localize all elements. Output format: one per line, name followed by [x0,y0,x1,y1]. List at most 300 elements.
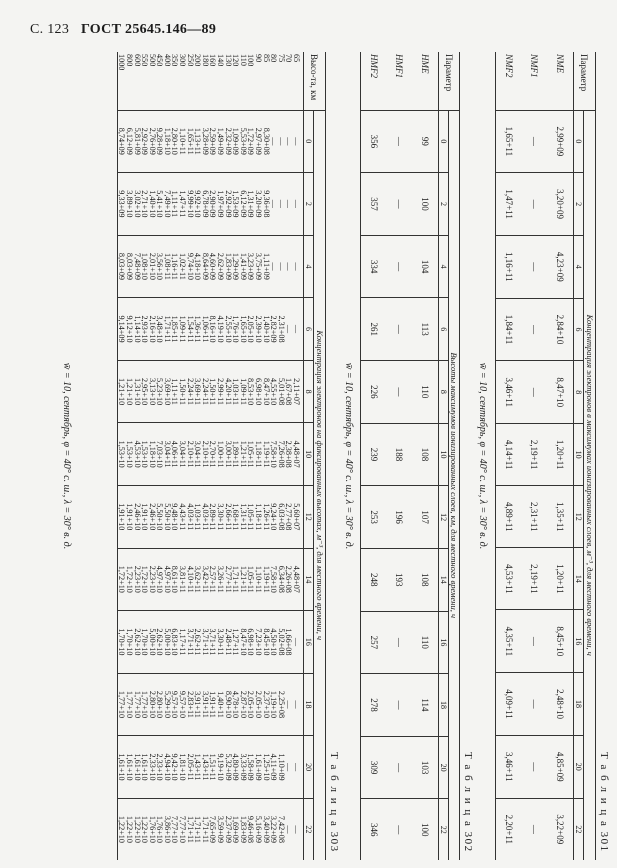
cell: 104 [413,235,439,298]
cell: 2,97+09 [254,127,264,155]
cell: 9,28+09 [155,127,165,155]
cell: 9,36+08 [261,190,271,218]
cell: 2,46+10 [132,503,142,531]
cell: 6,12+09 [238,190,248,218]
cell: 1,43+11 [200,753,210,781]
value-column [117,611,303,674]
rotated-content [60,52,612,860]
height-value: 110 [238,54,248,66]
cell: 1,26+11 [261,503,271,531]
table-row [361,52,387,860]
cell: 1,61+09 [254,753,264,781]
cell: 1,08+10 [140,252,150,281]
height-value: 85 [261,54,271,63]
cell: 5,50+10 [155,503,165,531]
cell: 1,19+10 [269,690,279,719]
cell: 4,85+09 [548,735,574,798]
cell: 1,22+10 [117,815,127,843]
hour-header: 18 [574,673,584,736]
cell: 7,49+10 [162,190,172,218]
height-value: 1000 [117,54,127,71]
heights-column [117,52,303,110]
cell: 5,81+09 [132,127,142,155]
table-302 [360,52,460,860]
cell: 257 [361,611,387,674]
cell: 2,92+09 [140,127,150,155]
cell: 9,48+10 [170,503,180,531]
hour-header: 6 [304,298,314,361]
cell: 8,47+10 [261,378,271,406]
cell: 4,23+09 [548,235,574,298]
cell: — [292,762,301,772]
cell: 7,58+10 [269,565,279,593]
page-number: С. 123 [30,22,70,37]
cell: — [292,262,301,271]
cell: 1,71+11 [231,565,241,593]
cell: 5,01+08 [276,378,286,406]
table-301 [495,52,596,860]
cell: 1,67+08 [284,378,294,406]
cell: 2,62+10 [132,628,142,656]
cell: 1,18+11 [254,503,264,531]
cell: — [394,825,405,835]
cell: 4,11+09 [269,753,279,781]
cell: 3,42+11 [200,565,210,593]
cell: 5,00+10 [147,628,157,656]
cell: — [522,298,548,361]
height-value: 250 [185,54,195,67]
cell: 2,90+09 [208,190,218,218]
cell: 1,18+11 [254,440,264,468]
cell: — [387,235,413,298]
cell: 3,46+11 [496,361,522,424]
row-name: NMF2 [496,52,522,110]
height-value: 450 [155,54,165,67]
cell: 1,81+10 [178,753,188,781]
cell: 108 [413,548,439,611]
hour-header: 16 [304,611,314,674]
cell: 5,41+10 [155,190,165,218]
cell: 2,24+11 [200,378,210,406]
cell: 7,26+08 [276,440,286,468]
cell: 1,72+10 [124,565,134,593]
cell: 2,23+10 [132,565,142,593]
cell: 4,06+11 [170,440,180,468]
value-column [117,235,303,298]
cell: 1,61+10 [132,753,142,781]
cell: 1,08+11 [162,253,172,280]
cell: 2,92+09 [223,190,233,218]
cell: 1,10+11 [254,565,264,593]
cell: 8,47+10 [238,628,248,656]
cell: 1,71+11 [200,816,210,843]
cell: 8,45+10 [548,610,574,673]
cell: 1,53+09 [231,190,241,218]
cell: 1,17+11 [178,628,188,656]
row-name: HME [413,52,439,110]
cell: 7,65+09 [208,815,218,843]
table-row [413,52,439,860]
cell: 9,24+10 [269,503,279,531]
hour-header: 0 [574,110,584,173]
cell: 1,11+09 [261,253,271,280]
cell: — [522,610,548,673]
cell: 1,72+10 [117,565,127,593]
cell: 4,60+09 [208,252,218,281]
cell: 1,31+09 [246,190,256,218]
cell: 248 [361,548,387,611]
cell: 2,31+08 [276,315,286,343]
table-301-caption: w̄ = 10, сентябрь, φ = 40° с. ш., λ = 30° в. д. [477,362,488,550]
cell: 4,78+10 [231,690,241,719]
cell: 4,18+10 [193,252,203,281]
cell: — [522,110,548,173]
cell: 1,21+10 [117,378,127,406]
cell: 4,53+10 [132,440,142,468]
cell: 1,54+11 [185,315,195,343]
cell: 9,14+09 [117,315,127,343]
cell: 1,53+10 [140,440,150,468]
cell: 9,99+10 [185,190,195,218]
cell: 99 [413,110,439,173]
cell: 5,32+09 [223,753,233,781]
cell: 1,85+11 [170,315,180,343]
cell: 9,42+10 [170,753,180,781]
cell: 5,16+09 [254,815,264,843]
height-value: 70 [284,54,294,63]
cell: 1,65+11 [185,127,195,155]
hour-header: 0 [439,110,449,173]
cell: 3,46+11 [496,735,522,798]
hour-header: 10 [304,423,314,486]
cell: 1,16+11 [496,235,522,298]
cell: 1,31+11 [238,503,248,531]
cell: 334 [361,235,387,298]
cell: 3,62+11 [193,565,203,593]
cell: 1,22+10 [132,815,142,843]
cell: 1,40+10 [147,190,157,218]
height-value: 550 [140,54,150,67]
cell: 1,47+11 [178,190,188,218]
cell: 4,50+10 [269,628,279,656]
height-value: 160 [208,54,218,67]
cell: 4,80+09 [231,753,241,781]
cell: 2,48+11 [223,628,233,656]
cell: 4,14+11 [496,424,522,486]
cell: — [387,674,413,737]
cell: 1,53+10 [117,440,127,468]
value-column [117,298,303,361]
cell: 6,34+08 [276,565,286,593]
hour-header: 4 [574,235,584,298]
cell: 3,20+09 [254,190,264,218]
cell: 2,70+11 [208,440,218,468]
cell: 2,59+09 [208,127,218,155]
table-302-title: Т а б л и ц а 302 [462,752,474,853]
cell: 357 [361,173,387,236]
cell: 6,98+10 [246,628,256,656]
cell: 5,02+08 [276,628,286,656]
cell: 1,77+10 [124,690,134,719]
cell: 1,51+11 [208,753,218,781]
cell: 1,71+11 [162,315,172,343]
cell: 1,91+11 [208,691,218,718]
cell: 3,81+11 [178,565,188,593]
value-column [117,423,303,486]
cell: 3,28+09 [200,127,210,155]
cell: 1,84+11 [496,298,522,361]
cell: 1,77+10 [132,690,142,719]
cell: 9,46+08 [246,815,256,843]
cell: — [269,137,279,146]
hour-header: 14 [574,548,584,610]
cell: 3,20+09 [548,173,574,236]
cell: — [529,824,540,834]
cell: 7,77+10 [170,815,180,843]
hour-header: 22 [574,798,584,860]
hour-header: 2 [574,173,584,236]
cell: 1,05+11 [246,565,256,593]
cell: 2,87+10 [238,690,248,719]
cell: — [387,361,413,424]
cell: 3,22+09 [269,815,279,843]
cell: 3,75+09 [254,252,264,281]
cell: 1,72+10 [140,565,150,593]
cell: 3,04+11 [178,440,188,468]
cell: 1,91+10 [140,503,150,531]
hour-header: 6 [574,298,584,361]
param-header: Параметр [574,52,596,110]
cell: — [387,611,413,674]
cell: 1,50+11 [208,378,218,406]
cell: — [276,199,286,208]
cell: 2,10+11 [185,440,195,468]
cell: 3,26+11 [216,565,226,593]
cell: — [284,825,294,834]
cell: — [387,110,413,173]
cell: 2,32+09 [223,127,233,155]
cell: 7,03+10 [155,440,165,468]
cell: 4,43+11 [178,503,188,531]
cell: 4,09+11 [496,673,522,736]
cell: 2,01+10 [147,252,157,281]
cell: 2,66+11 [223,503,233,531]
cell: 2,93+10 [140,315,150,343]
cell: 1,19+11 [261,565,271,593]
height-value: 350 [170,54,180,67]
cell: 4,03+11 [185,503,195,531]
cell: 3,69+10 [162,378,172,406]
cell: 3,69+11 [193,378,203,406]
cell: 7,23+10 [254,628,264,656]
cell: 3,91+11 [200,691,210,718]
row-name: NME [548,52,574,110]
cell: 9,57+10 [170,690,180,719]
cell: 3,40+09 [261,815,271,843]
height-value: 300 [178,54,188,67]
cell: 1,70+10 [117,628,127,656]
cell: 2,20+11 [496,798,522,860]
hour-header: 20 [574,735,584,798]
cell: 3,04+11 [162,440,172,468]
row-name: NMF1 [522,52,548,110]
cell: 1,83+09 [223,252,233,281]
cell: 1,10+09 [276,753,286,781]
value-column [117,360,303,423]
cell: 2,62+11 [193,628,203,656]
hour-header: 4 [439,235,449,298]
cell: 2,26+08 [284,565,294,593]
param-header: Высо-та, км [304,52,326,110]
cell: 226 [361,361,387,424]
cell: 1,72+09 [246,127,256,155]
cell: 8,90+10 [223,690,233,719]
cell: 1,25+10 [261,753,271,781]
value-column [117,548,303,611]
cell: 1,41+09 [238,252,248,281]
hour-header: 12 [574,486,584,548]
cell: — [292,700,301,709]
cell: 1,31+10 [132,378,142,406]
cell: 114 [413,674,439,737]
cell: 1,69+09 [231,815,241,843]
cell: 1,89+11 [231,440,241,468]
cell: 261 [361,298,387,361]
cell: 1,27+11 [231,628,241,656]
cell: 1,77+10 [140,690,150,719]
cell: 2,05+10 [254,690,264,719]
cell: 1,61+10 [124,753,134,781]
hour-header: 18 [304,673,314,736]
cell: — [387,173,413,236]
height-value: 75 [276,54,286,63]
cell: 1,19+11 [261,440,271,468]
hour-header: 14 [439,548,449,611]
cell: 1,65+10 [238,315,248,343]
cell: 1,21+10 [124,378,134,406]
cell: 1,11+11 [170,378,180,405]
hour-header: 22 [304,798,314,860]
cell: 1,03+11 [231,378,241,406]
cell: 1,05+11 [246,440,256,468]
cell: 3,23+09 [246,252,256,281]
cell: 8,47+10 [548,361,574,424]
table-303 [117,52,326,860]
cell: 8,64+09 [200,252,210,281]
row-name: HMF1 [387,52,413,110]
height-value: 800 [124,54,134,67]
cell: 103 [413,736,439,799]
cell: 2,62+10 [155,628,165,656]
cell: 3,13+10 [147,378,157,406]
cell: 2,25+08 [276,690,286,719]
cell: 1,61+10 [140,753,150,781]
table-row [387,52,413,860]
cell: 2,77+11 [223,565,233,593]
cell: 6,12+09 [124,127,134,155]
cell: 1,18+10 [147,440,157,468]
cell: 3,71+11 [208,628,218,656]
cell: — [276,262,286,271]
cell: 1,83+09 [238,815,248,843]
hour-header: 18 [439,674,449,737]
cell: 1,77+10 [117,690,127,719]
value-column [117,173,303,236]
cell: — [284,137,294,146]
cell: 1,76+10 [147,815,157,843]
cell: 2,99+11 [216,378,226,406]
cell: 1,18+10 [162,127,172,155]
height-value: 130 [223,54,233,67]
cell: 2,19+11 [522,548,548,610]
cell: 356 [361,110,387,173]
cell: 4,10+11 [185,565,195,593]
table-303-title: Т а б л и ц а 303 [328,752,340,853]
span-header: Концентрация электронов в максимумах ионизированных слоев, м⁻³, для местного времени, ч [584,110,596,860]
cell: 2,80+10 [147,690,157,719]
hour-header: 12 [439,486,449,549]
cell: 3,71+11 [185,628,195,656]
cell: 1,70+10 [140,628,150,656]
cell: 3,30+11 [216,503,226,531]
cell: 6,78+09 [200,190,210,218]
cell: 6,98+10 [254,378,264,406]
cell: 8,03+09 [124,252,134,281]
cell: — [284,700,294,709]
table-row [522,52,548,860]
cell: 5,53+09 [238,127,248,155]
cell: — [292,324,301,334]
cell: 253 [361,486,387,549]
cell: — [292,637,301,646]
cell: 346 [361,799,387,860]
cell: 309 [361,736,387,799]
cell: 4,48+07 [292,565,301,593]
cell: 2,05+10 [246,690,256,719]
cell: 2,83+11 [185,691,195,718]
cell: 1,09+11 [178,315,188,343]
cell: 8,45+10 [261,628,271,656]
cell: — [276,137,286,146]
cell: 4,20+11 [223,378,233,406]
cell: 1,76+10 [155,815,165,843]
cell: 110 [413,361,439,424]
span-header: Концентрация электронов на фиксированных высотах, м⁻³, для местного времени, ч [314,110,326,860]
cell: 3,91+11 [193,691,203,718]
cell: 239 [361,423,387,486]
cell: 1,02+11 [178,253,188,280]
height-value: 180 [200,54,210,67]
cell: 8,61+10 [170,565,180,593]
cell: 188 [387,423,413,486]
cell: 1,00+11 [216,440,226,468]
cell: 2,99+09 [548,110,574,173]
cell: 3,04+11 [193,440,203,468]
cell: 1,91+10 [117,503,127,531]
cell: — [284,199,294,208]
cell: 107 [413,486,439,549]
height-value: 80 [269,54,279,63]
cell: 7,58+10 [269,440,279,468]
cell: 3,22+09 [555,814,566,845]
cell: — [292,137,301,146]
cell: 8,16+10 [208,315,218,343]
cell: — [387,298,413,361]
cell: 3,56+10 [155,252,165,281]
cell: 1,58+09 [246,753,256,781]
cell: 3,30+11 [216,628,226,656]
cell: 2,39+10 [254,315,264,343]
